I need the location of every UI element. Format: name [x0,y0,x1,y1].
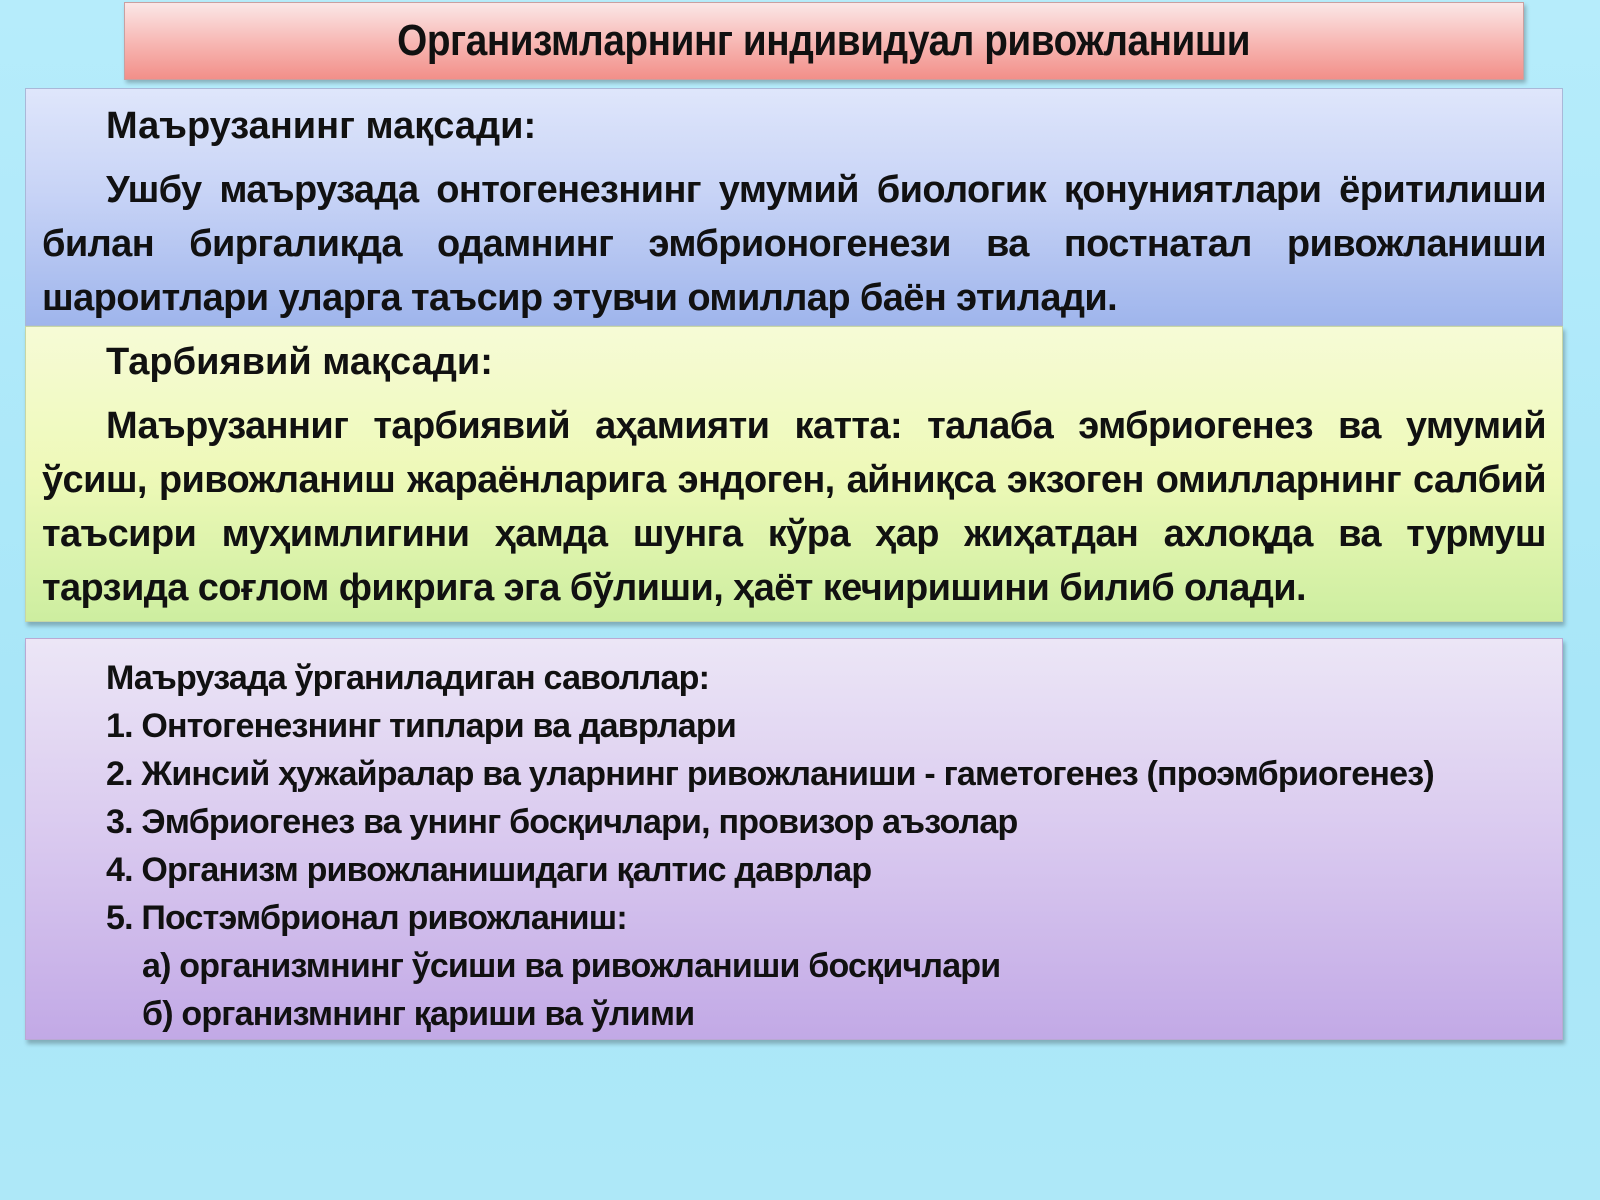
question-item: 5. Постэмбрионал ривожланиш: [106,899,627,937]
slide-title-box [124,2,1524,80]
question-item: 4. Организм ривожланишидаги қалтис даврлар [106,851,872,889]
question-item: 1. Онтогенезнинг типлари ва даврлари [106,707,736,745]
educational-goal-heading: Тарбиявий мақсади: [106,341,493,383]
questions-panel [25,638,1563,1040]
question-item: 2. Жинсий ҳужайралар ва уларнинг ривожланиши - гаметогенез (проэмбриогенез) [106,755,1434,793]
questions-heading: Маърузада ўрганиладиган саволлар: [106,659,710,697]
educational-goal-text: Маърузанниг тарбиявий аҳамияти катта: талаба эмбриогенез ва умумий ўсиш, ривожланиш жараёнларига эндоген, айниқса экзоген омилларнинг салбий таъсири муҳимлигини ҳамда шунга кўра ҳар жиҳатдан ахлоқда ва турмуш тарзида соғлом фикрига эга бўлиши, ҳаёт кечиришини билиб олади. [42,405,1546,609]
lecture-goal-text: Ушбу маърузада онтогенезнинг умумий биологик қонуниятлари ёритилиши билан биргаликда одамнинг эмбрионогенези ва постнатал ривожланиши шароитлари уларга таъсир этувчи омиллар баён этилади. [42,169,1546,319]
slide-title: Организмларнинг индивидуал ривожланиши [397,16,1251,65]
question-subitem: а) организмнинг ўсиши ва ривожланиши босқичлари [142,947,1001,985]
questions-list [42,702,1546,1038]
question-subitem: б) организмнинг қариши ва ўлими [142,995,695,1033]
lecture-goal-panel [25,88,1563,326]
question-item: 3. Эмбриогенез ва унинг босқичлари, провизор аъзолар [106,803,1018,841]
educational-goal-panel [25,326,1563,622]
lecture-goal-heading: Маърузанинг мақсади: [106,105,537,147]
